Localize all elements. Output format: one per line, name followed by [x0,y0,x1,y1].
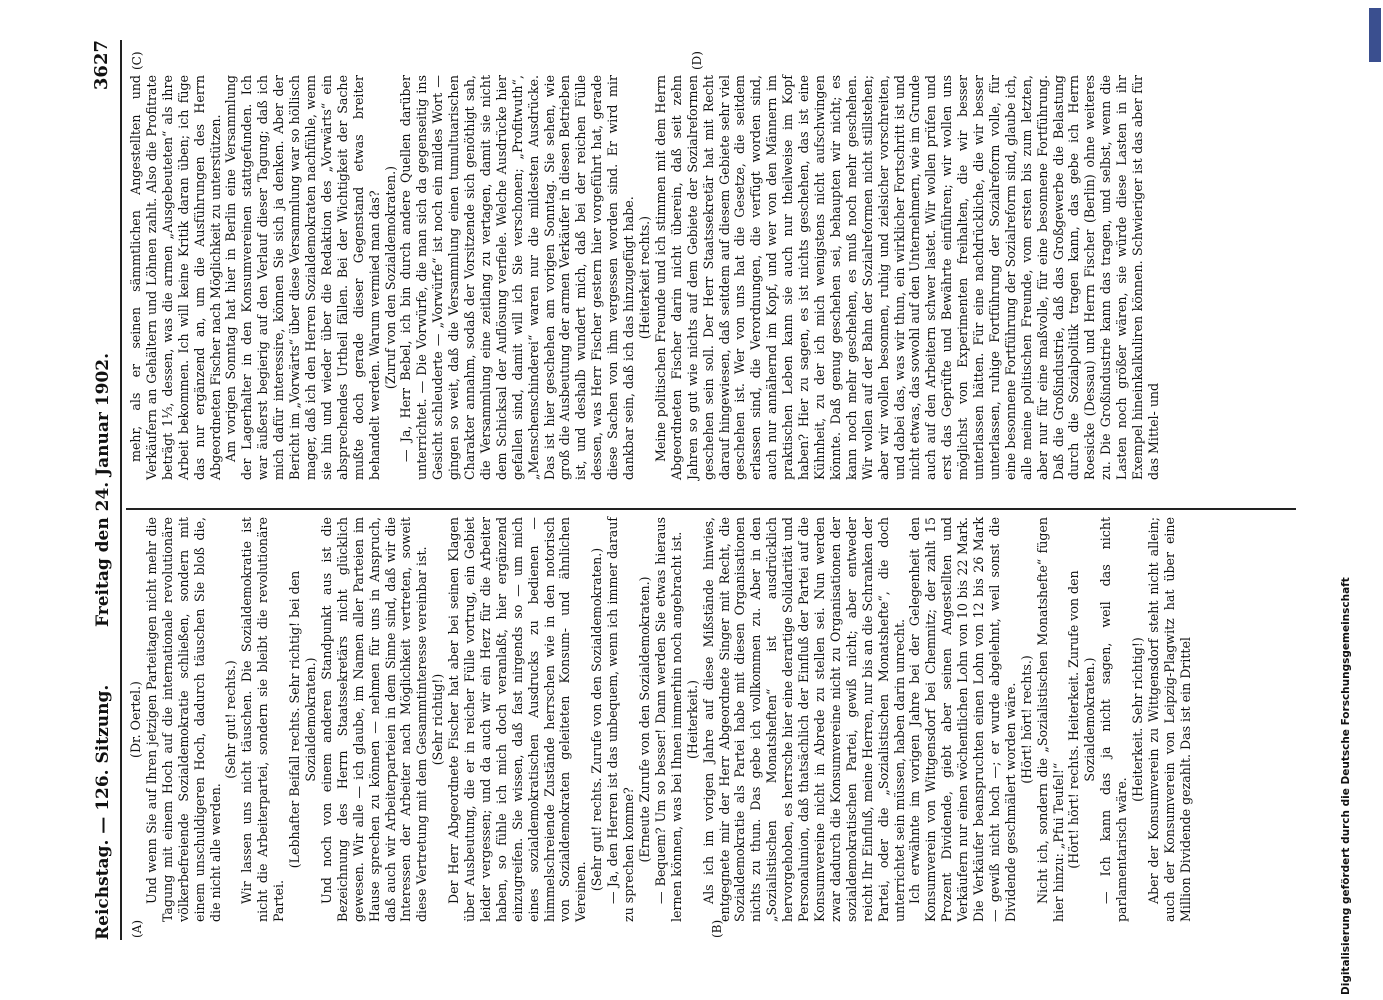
paragraph: Aber der Konsumverein zu Wittgensdorf steht nicht allein; auch der Konsumverein von Leipzig-Plagwitz hat über eine Million Dividende gezahlt. Das ist ein Drittel [1146,517,1193,922]
digitization-credit: Digitalisierung gefördert durch die Deutsche Forschungsgemeinschaft [1340,577,1352,995]
paragraph: (Sehr gut! rechts. Zurufe von den Sozialdemokraten.) [589,547,605,892]
header-date: Freitag den 24. Januar 1902. [93,352,113,628]
paragraph: — Ja, Herr Bebel, ich bin durch andere Quellen darüber unterrichtet. — Die Vorwürfe, die man sich da gegenseitig ins Gesicht schleuderte — „Vorwürfe“ ist noch ein mildes Wort — gingen so weit, daß die Versammlung einen tumultuarischen Charakter annahm, sodaß der Vorsitzende sich genöthigt sah, die Versammlung eine zeitlang zu vertagen, damit sie nicht dem Schicksal der Auflösung verfiele. Welche Ausdrücke hier gefallen sind, damit will ich Sie verschonen; „Profitwuth“, „Menschenschinderei“ waren nur die mildesten Ausdrücke. Das ist hier geschehen am vorigen Sonntag. Sie sehen, wie groß die Ausbeutung der armen Verkäufer in diesen Betrieben ist, und deshalb wundert mich, daß bei der reichen Fülle dessen, was Herr Fischer gestern hier vorgeführt hat, gerade diese Sachen von ihm vergessen worden sind. Er wird mir dankbar sein, daß ich das hinzugefügt habe. [398,75,637,480]
header-page-number: 3627 [91,40,112,91]
header-rule [120,40,122,940]
paragraph: (Heiterkeit.) [684,680,700,759]
paragraph: (Heiterkeit rechts.) [637,215,652,340]
paragraph: (Hört! hört! rechts.) [1018,655,1034,784]
paragraph: Wir lassen uns nicht täuschen. Die Sozialdemokratie ist nicht die Arbeiterpartei, sondern sie bleibt die revolutionäre Partei. [239,517,287,922]
section-marker-a: (A) [130,919,144,938]
paragraph: Als ich im vorigen Jahre auf diese Mißstände hinwies, entgegnete mir der Herr Abgeordnete Singer mit Recht, die Sozialdemokratie als Partei habe mit diesen Organisationen nichts zu thun. Das gebe ich vollkommen zu. Aber in den „Sozialistischen Monatsheften“ ist ausdrücklich hervorgehoben, es herrsche hier eine derartige Solidarität und Personalunion, daß thatsächlich der Einfluß der Partei auf die Konsumvereine nicht in Abrede zu stellen sei. Nun werden zwar dadurch die Konsumvereine nicht zu Organisationen der sozialdemokratischen Partei, gewiß nicht; aber entweder reicht Ihr Einfluß, meine Herren, nur bis an die Schranken der Partei, oder die „Sozialistischen Monatshefte“, die doch unterrichtet sein müssen, haben darin unrecht. [700,517,907,922]
paragraph: Der Herr Abgeordnete Fischer hat aber bei seinen Klagen über Ausbeutung, die er in reicher Fülle vortrug, ein Gebiet leider vergessen; und da auch wir ein Herz für die Arbeiter haben, so fühle ich mich doch veranlaßt, hier ergänzend einzugreifen. Sie wissen, daß fast nirgends so — um mich eines sozialdemokratischen Ausdrucks zu bedienen — himmelschreiende Zustände herrschen wie in den notorisch von Sozialdemokraten geleiteten Konsum- und ähnlichen Vereinen. [446,517,589,922]
paragraph: Am vorigen Sonntag hat hier in Berlin eine Versammlung der Lagerhalter in den Konsumvereinen stattgefunden. Ich war äußerst begierig auf den Verlauf dieser Tagung; daß ich mich dafür interessire, können Sie sich ja denken. Aber der Bericht im „Vorwärts“ über diese Versammlung war so höllisch mager, daß ich den Herren Sozialdemokraten nachfühle, wenn sie hin und wieder über die Redaktion des „Vorwärts“ ein absprechendes Urtheil fällen. Bei der Wichtigkeit der Sache mußte doch gerade dieser Gegenstand etwas breiter behandelt werden. Warum vermied man das? [223,75,382,480]
section-marker-b: (B) [710,919,724,938]
section-marker-c: (C) [130,51,144,70]
paragraph: Und noch von einem anderen Standpunkt aus ist die Bezeichnung des Herrn Staatssekretärs nicht glücklich gewesen. Wir alle — ich glaube, im Namen aller Parteien im Hause sprechen zu können — nehmen für uns in Anspruch, daß auch wir Arbeiterparteien in dem Sinne sind, daß wir die Interessen der Arbeiter nach Möglichkeit vertreten, soweit diese Vertretung mit dem Gesammtinteresse vereinbar ist. [318,517,430,922]
paragraph: (Erneute Zurufe von den Sozialdemokraten.) [637,576,652,863]
dfg-logo-text: DFG [1356,24,1367,46]
paragraph: (Lebhafter Beifall rechts. Sehr richtig! bei den Sozialdemokraten.) [287,570,318,869]
paragraph: (Heiterkeit. Sehr richtig!) [1130,637,1146,802]
text-column-left [128,517,1194,922]
paragraph: — Ja, den Herren ist das unbequem, wenn ich immer darauf zu sprechen komme? [605,517,637,922]
paragraph: (Sehr gut! rechts.) [223,660,239,779]
paragraph: (Dr. Oertel.) [128,681,143,758]
paragraph: — Ich kann das ja nicht sagen, weil das nicht parlamentarisch wäre. [1098,517,1130,922]
paragraph: (Sehr richtig!) [430,673,446,766]
header-session: Reichstag. — 126. Sitzung. [93,684,113,940]
paragraph: Nicht ich, sondern die „Sozialistischen Monatshefte“ fügen hier hinzu: „Pfui Teufel!“ [1034,517,1066,922]
dfg-logo [1356,8,1381,62]
paragraph: Meine politischen Freunde und ich stimmen mit dem Herrn Abgeordneten Fischer darin nicht überein, daß seit zehn Jahren so gut wie nichts auf dem Gebiete der Sozialreformen geschehen sein soll. Der Herr Staatssekretär hat mit Recht darauf hingewiesen, daß seitdem auf diesem Gebiete sehr viel geschehen ist. Wer von uns hat die Gesetze, die seitdem erlassen sind, die Verordnungen, die verfügt worden sind, auch nur annähernd im Kopf, und wer von den Männern im praktischen Leben kann sie auch nur theilweise im Kopf haben? Hier zu sagen, es ist nichts geschehen, das ist eine Kühnheit, zu der ich mich wenigstens nicht aufschwingen könnte. Daß genug geschehen sei, behaupten wir nicht; es kann noch mehr geschehen, es muß noch mehr geschehen. Wir wollen auf der Bahn der Sozialreformen nicht stillstehen; aber wir wollen besonnen, ruhig und zielsicher vorschreiten, und dabei das, was wir thun, ein wirklicher Fortschritt ist und nicht etwas, das sowohl auf den Unternehmern, wie im Grunde auch auf den Arbeitern schwer lastet. Wir wollen prüfen und erst das Geprüfte und Bewährte einführen; wir wollen uns möglichst von Experimenten freihalten, die wir besser unterlassen hätten. Für eine nachdrückliche, die wir besser unterlassen, ruhige Fortführung der Sozialreform volle, für eine besonnene Fortführung der Sozialreform sind, glaube ich, alle meine politischen Freunde, vom ersten bis zum letzten, aber nur für eine maßvolle, für eine besonnene Fortführung. Daß die Großindustrie, daß das Großgewerbe die Belastung durch die Sozialpolitik tragen kann, das gebe ich Herrn Roesicke (Dessau) und Herrn Fischer (Berlin) ohne weiteres zu. Die Großindustrie kann das tragen, und selbst, wenn die Lasten noch größer wären, sie würde diese Lasten in ihr Exempel hineinkalkuliren können. Schwieriger ist das aber für das Mittel- und [652,75,1161,480]
paragraph: (Hört! hört! rechts. Heiterkeit. Zurufe von den Sozialdemokraten.) [1066,570,1098,869]
page-header [85,40,119,940]
paragraph: mehr, als er seinen sämmtlichen Angestellten und Verkäufern an Gehältern und Löhnen zahlt. Also die Profitrate beträgt 1⅓, dessen, was die armen „Ausgebeuteten“ als ihre Arbeit bekommen. Ich will keine Kritik daran üben; ich füge das nur ergänzend an, um die Ausführungen des Herrn Abgeordneten Fischer nach Möglichkeit zu unterstützen. [128,75,223,480]
text-column-right [128,75,1162,480]
paragraph: — Bequem? Um so besser! Dann werden Sie etwas hieraus lernen können, was bei Ihnen immerhin noch angebracht ist. [652,517,684,922]
section-marker-d: (D) [690,51,704,70]
paragraph: Ich erwähnte im vorigen Jahre bei der Gelegenheit den Konsumverein von Wittgensdorf bei Chemnitz; der zahlt 15 Prozent Dividende, giebt aber seinen Angestellten und Verkäufern nur einen wöchentlichen Lohn von 10 bis 22 Mark. Die Verkäufer beanspruchten einen Lohn von 12 bis 26 Mark — gewiß nicht hoch —; er wurde abgelehnt, weil sonst die Dividende geschmälert worden wäre. [907,517,1018,922]
paragraph: (Zuruf von den Sozialdemokraten.) [382,165,398,390]
paragraph: Und wenn Sie auf Ihren jetzigen Parteitagen nicht mehr die Tagung mit einem Hoch auf die internationale revolutionäre völkerbefreiende Sozialdemokratie schließen, sondern mit einem unschuldigeren Hoch, dadurch täuschen Sie bloß die, die nicht alle werden. [143,517,223,922]
column-divider [126,509,1296,511]
